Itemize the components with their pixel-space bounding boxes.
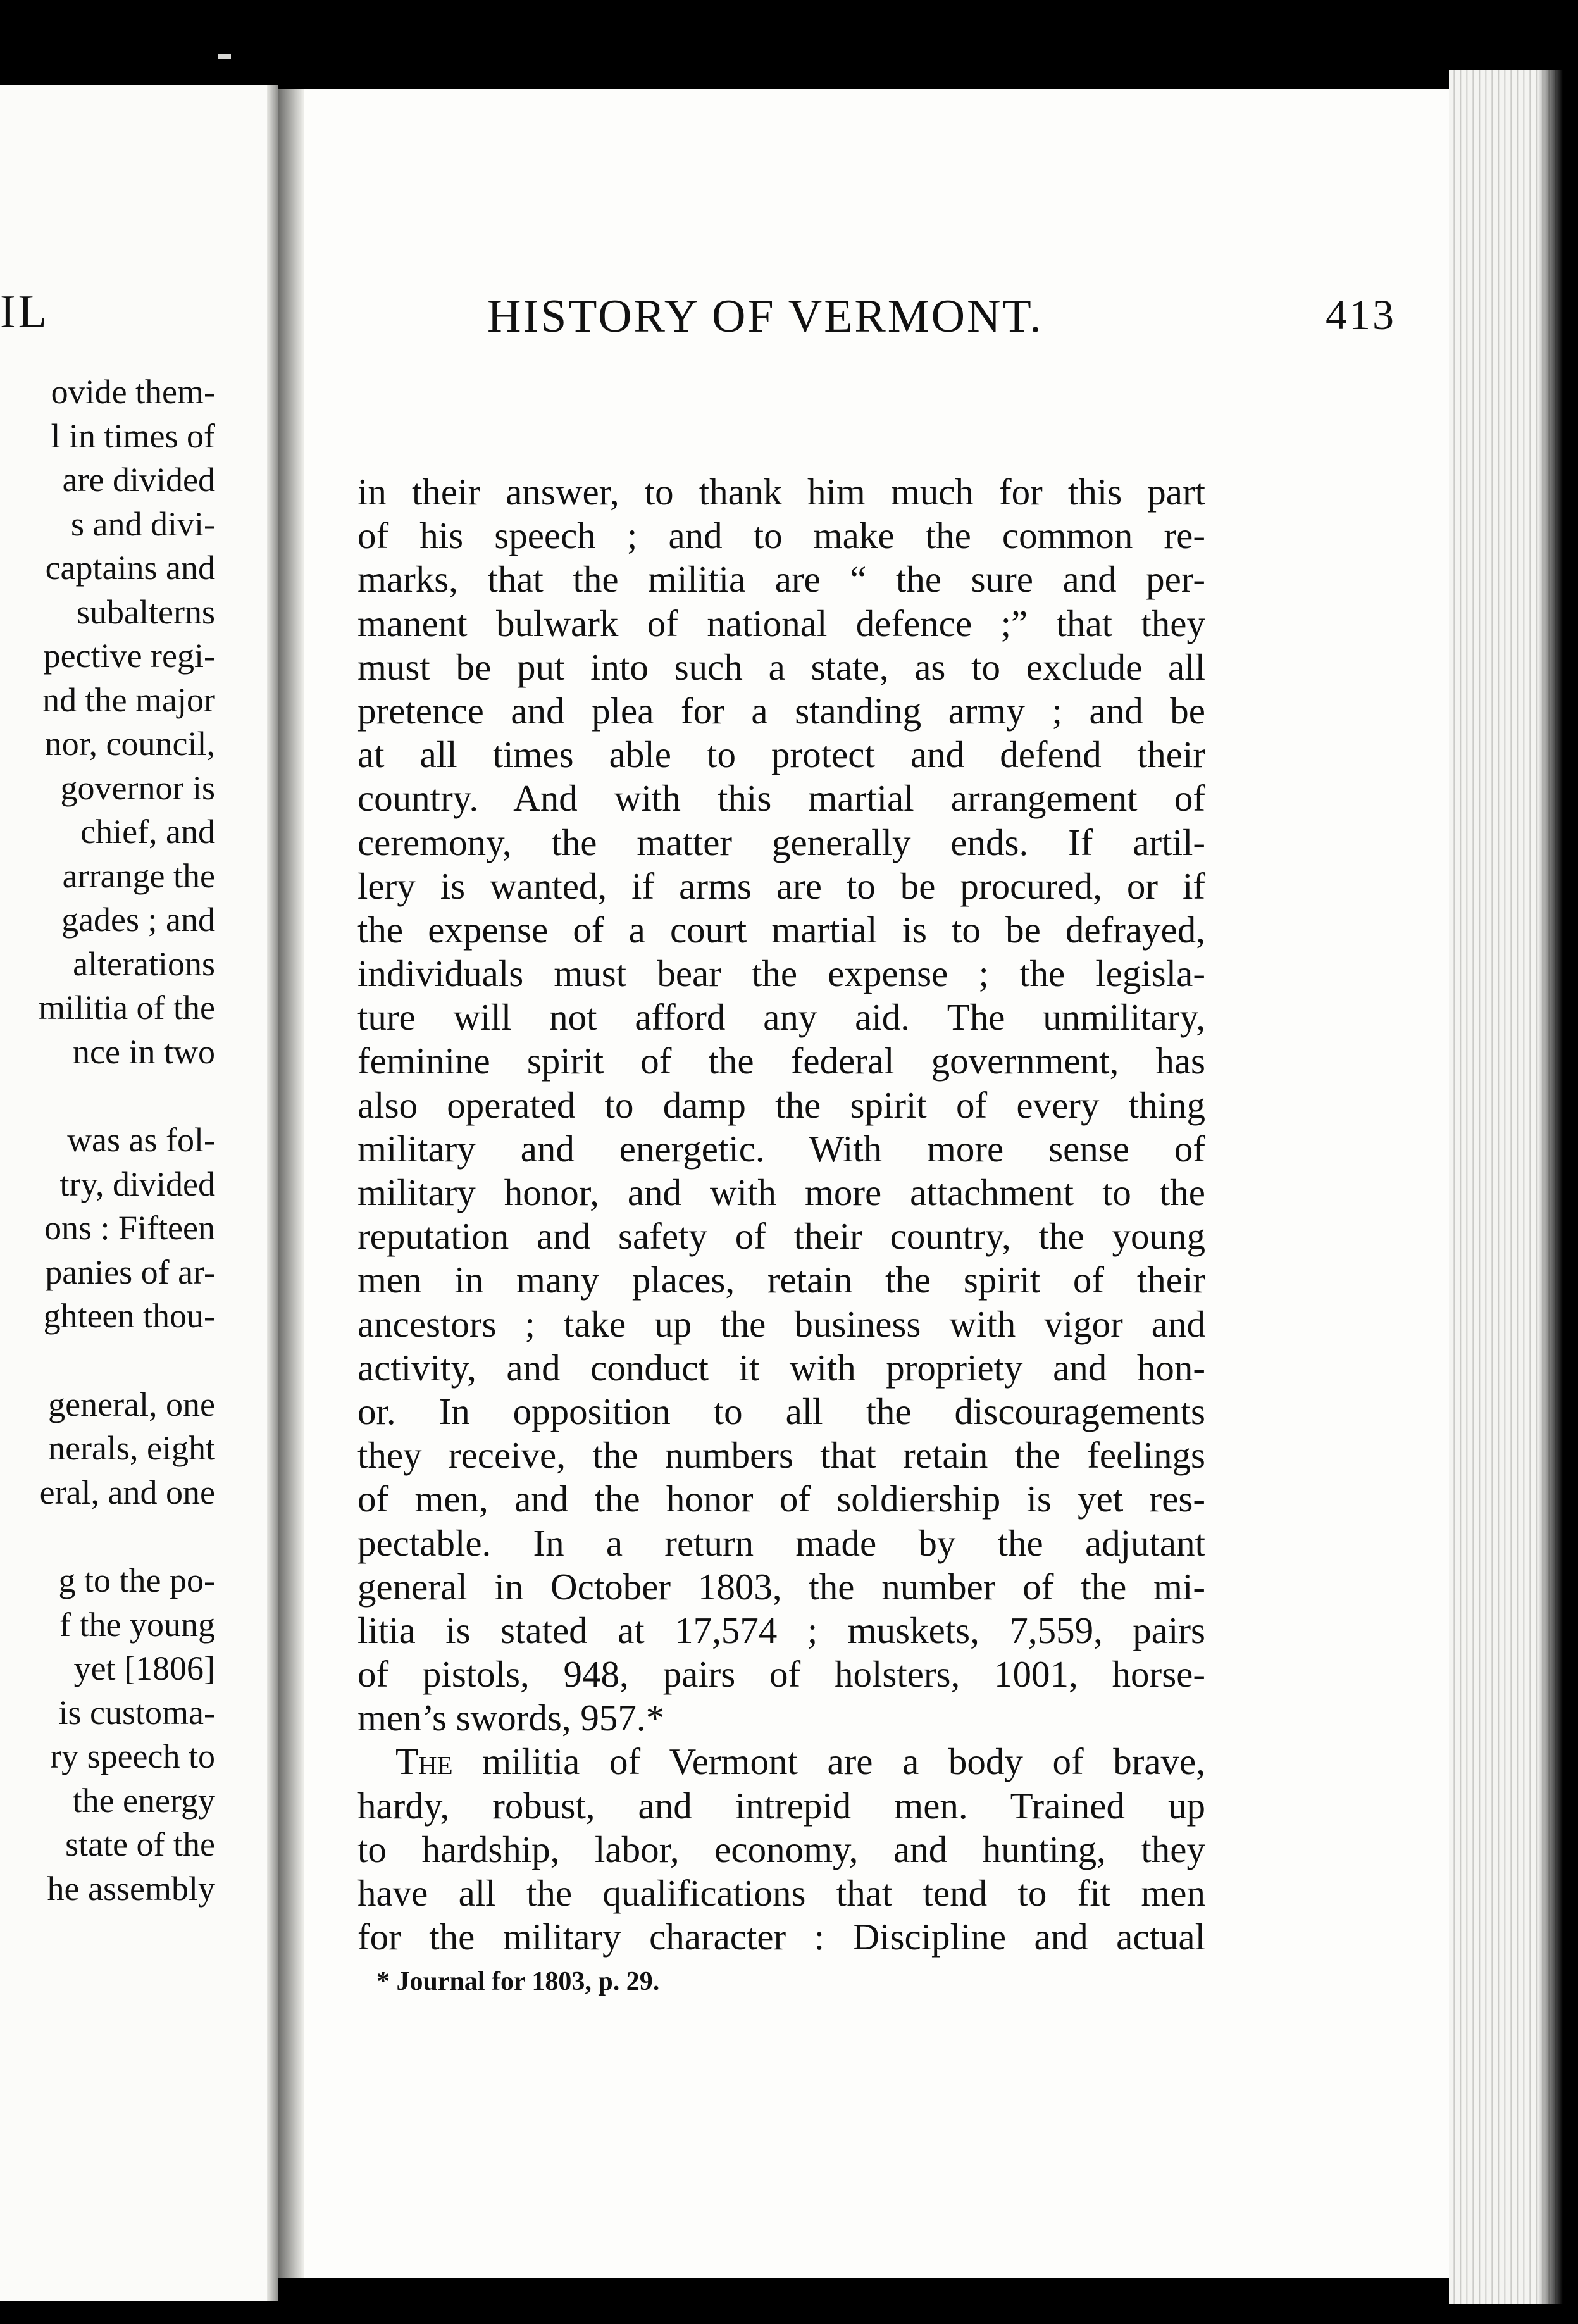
text-fragment: militia of Vermont are a body of brave, [452,1740,1205,1783]
text-line: of men, and the honor of soldiership is yet res- [357,1478,1205,1520]
text-line: ghteen thou- [43,1297,215,1335]
text-line: nerals, eight [48,1429,215,1467]
paragraph-opening-line [357,1740,1205,1784]
text-line: activity, and conduct it with propriety and hon- [357,1346,1205,1389]
text-line: state of the [65,1825,215,1863]
text-line: ry speech to [50,1737,215,1775]
text-line: alterations [73,944,215,983]
text-line: hardy, robust, and intrepid men. Trained up [357,1784,1205,1827]
running-head-title: HISTORY OF VERMONT. [487,290,1043,342]
text-line: military honor, and with more attachment to the [357,1171,1205,1213]
text-line: yet [1806] [73,1649,215,1687]
text-line: for the military character : Discipline and actual [357,1916,1205,1958]
body-text [357,470,1205,1959]
text-line: men’s swords, 957.* [357,1697,665,1739]
text-line: the expense of a court martial is to be defrayed, [357,908,1205,951]
previous-page-running-head: IL [0,286,49,338]
text-line: country. And with this martial arrangement of [357,777,1205,820]
text-line: ons : Fifteen [44,1209,215,1247]
text-line: they receive, the numbers that retain the feelings [357,1434,1205,1477]
book-page-edges [1449,70,1563,2304]
text-line: lery is wanted, if arms are to be procured, or if [357,865,1205,907]
text-line: f the young [59,1605,215,1644]
paragraph-lead-word: The [395,1740,453,1783]
gutter-shadow [278,89,304,2278]
text-line: l in times of [51,416,215,455]
text-line: is customa- [58,1693,215,1732]
text-line: eral, and one [39,1473,215,1511]
edge-shadow [1538,70,1563,2304]
text-line: ancestors ; take up the business with vigor and [357,1303,1205,1345]
text-line: litia is stated at 17,574 ; muskets, 7,559, pairs [357,1609,1205,1651]
text-gap [0,1339,215,1383]
text-line: nd the major [42,680,215,719]
current-page [278,89,1449,2278]
page-number: 413 [1326,290,1396,339]
text-line: ovide them- [51,373,215,411]
text-line: captains and [45,549,215,587]
footnote: * Journal for 1803, p. 29. [376,1967,660,1996]
text-line: are divided [62,461,215,499]
text-line: pretence and plea for a standing army ; and be [357,689,1205,732]
text-line: he assembly [47,1869,215,1908]
text-line: feminine spirit of the federal government, has [357,1040,1205,1082]
text-line: manent bulwark of national defence ;” that they [357,602,1205,644]
text-line: nor, council, [44,725,215,763]
text-line: individuals must bear the expense ; the legisla- [357,953,1205,995]
gutter-shadow [267,85,278,2301]
text-line: arrange the [62,856,215,895]
text-line: general in October 1803, the number of the mi- [357,1565,1205,1608]
text-line: military and energetic. With more sense of [357,1127,1205,1170]
text-line: or. In opposition to all the discouragements [357,1390,1205,1432]
text-gap [0,1515,215,1559]
text-line: ture will not afford any aid. The unmilitary, [357,996,1205,1039]
text-line: of his speech ; and to make the common re- [357,515,1205,557]
text-gap [0,1074,215,1118]
text-line: governor is [60,768,215,807]
text-line: g to the po- [58,1561,215,1599]
text-line: was as fol- [67,1121,215,1159]
text-line: ceremony, the matter generally ends. If artil- [357,821,1205,863]
previous-page-text [0,370,215,1911]
text-line: at all times able to protect and defend their [357,734,1205,776]
text-line: the energy [72,1781,215,1820]
text-line: subalterns [77,592,215,631]
text-line: to hardship, labor, economy, and hunting, they [357,1828,1205,1870]
text-line: general, one [48,1385,215,1423]
text-line: in their answer, to thank him much for this part [357,471,1205,513]
text-line: try, divided [59,1165,215,1203]
text-line: marks, that the militia are “ the sure and per- [357,558,1205,601]
text-line: of pistols, 948, pairs of holsters, 1001, horse- [357,1653,1205,1696]
text-line: pective regi- [43,637,215,675]
text-line: pectable. In a return made by the adjutant [357,1521,1205,1564]
text-line: reputation and safety of their country, the young [357,1215,1205,1258]
scan-artifact [218,54,231,59]
text-line: gades ; and [61,901,215,939]
text-line: s and divi- [71,504,215,543]
text-line: also operated to damp the spirit of every thing [357,1084,1205,1126]
previous-page [0,85,278,2301]
text-line: have all the qualifications that tend to fit men [357,1872,1205,1914]
text-line: militia of the [39,989,215,1027]
text-line: must be put into such a state, as to exclude all [357,646,1205,688]
text-line: chief, and [80,813,215,851]
text-line: men in many places, retain the spirit of their [357,1259,1205,1301]
text-line: nce in two [73,1032,215,1071]
text-line: panies of ar- [45,1253,215,1291]
